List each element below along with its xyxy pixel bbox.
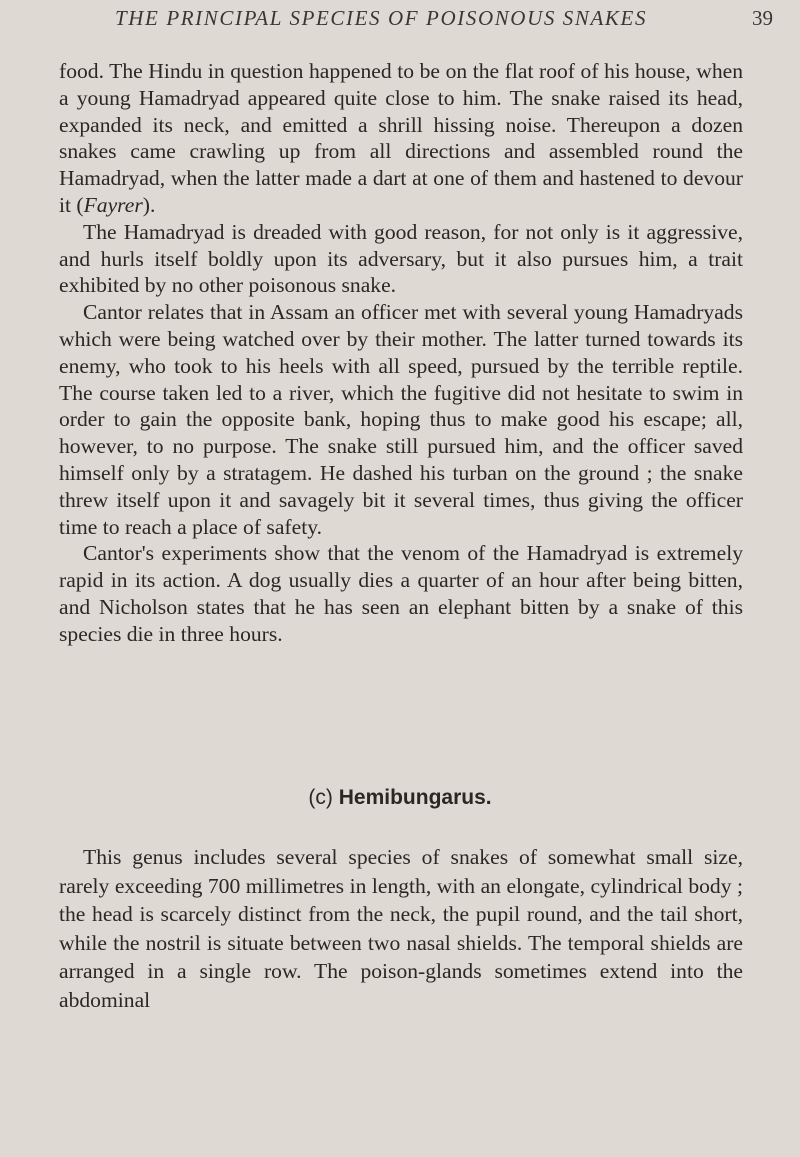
section-label: (c) [308, 786, 333, 809]
paragraph-text-end: ). [142, 192, 156, 217]
paragraph-text: food. The Hindu in question happened to be on the flat roof of his house, when a young Hamadryad appeared quite close to him. The snake raised its head, expanded its neck, and emitted a shrill hissing noise. Thereupon a dozen snakes came crawling up from all directions and assembled round the Hamadryad, when the latter made a dart at one of them and hastened to devour it ( [59, 59, 743, 217]
paragraph-cantor-assam: Cantor relates that in Assam an officer met with several young Hamadryads which were being watched over by their mother. The latter turned towards its enemy, who took to his heels with all speed, pursued by the terrible reptile. The course taken led to a river, which the fugitive did not hesitate to swim in order to gain the opposite bank, hoping thus to make good his escape; all, however, to no purpose. The snake still pursued him, and the officer saved himself only by a stratagem. He dashed his turban on the ground ; the snake threw itself upon it and savagely bit it several times, thus giving the officer time to reach a place of safety. [59, 300, 743, 539]
paragraph-cantor-experiments: Cantor's experiments show that the venom of the Hamadryad is extremely rapid in its action. A dog usually dies a quarter of an hour after being bitten, and Nicholson states that he has seen an elephant bitten by a snake of this species die in three hours. [59, 541, 743, 646]
citation-fayrer: Fayrer [83, 192, 143, 217]
paragraph-hamadryad-dreaded: The Hamadryad is dreaded with good reason, for not only is it aggressive, and hurls itself boldly upon its adversary, but it also pursues him, a trait exhibited by no other poisonous snake. [59, 219, 743, 298]
body-text [59, 58, 743, 648]
running-head: THE PRINCIPAL SPECIES OF POISONOUS SNAKES [115, 6, 648, 30]
paragraph-hemibungarus: This genus includes several species of snakes of somewhat small size, rarely exceeding 700 millimetres in length, with an elongate, cylindrical body ; the head is scarcely distinct from the neck, the pupil round, and the tail short, while the nostril is situate between two nasal shields. The temporal shields are arranged in a single row. The poison-glands sometimes extend into the abdominal [59, 845, 743, 1012]
paragraph-continued [59, 58, 743, 219]
body-text-section [59, 843, 743, 1015]
section-title: Hemibungarus. [338, 786, 492, 809]
section-heading [0, 786, 800, 810]
page-number: 39 [752, 6, 773, 30]
